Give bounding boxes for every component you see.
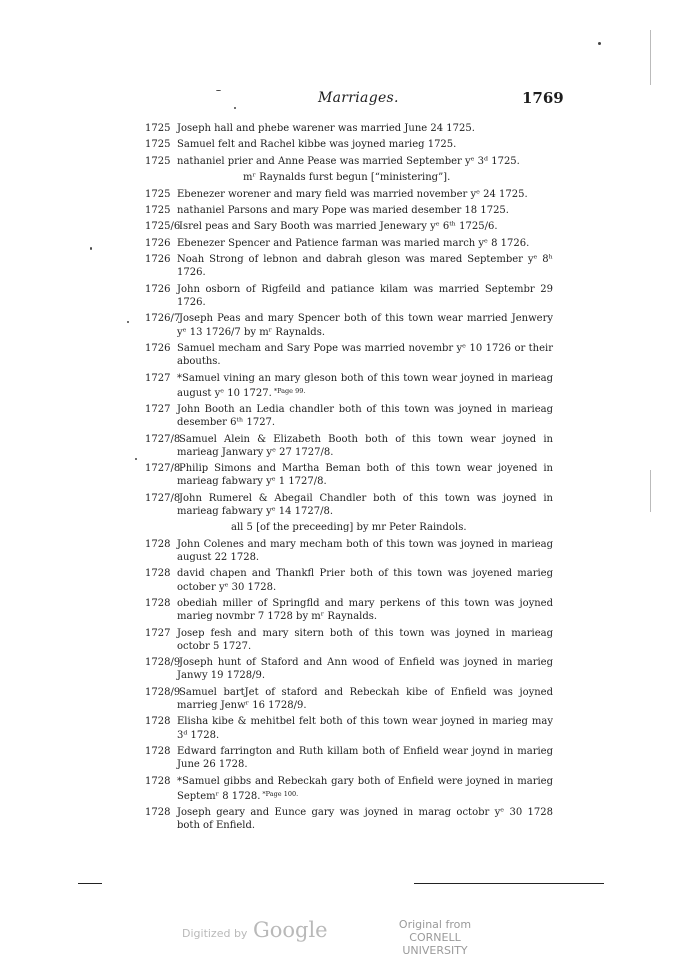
entry-text: Isrel peas and Sary Booth was married Jenewary yᵉ 6ᵗʰ 1725/6. <box>179 221 498 233</box>
entry-text: John Colenes and mary mecham both of this town was joyned in marieag august 22 1728. <box>177 538 553 564</box>
entry-year: 1726 <box>145 254 171 266</box>
page-footnote-marker: *Page 99. <box>273 386 306 395</box>
entry-year: 1726 <box>145 283 171 295</box>
entry-text: nathaniel prier and Anne Pease was married September yᵉ 3ᵈ 1725. <box>177 155 520 167</box>
marriage-entry <box>145 188 553 201</box>
original-source-watermark <box>380 918 490 957</box>
marriage-entry <box>145 155 553 168</box>
marriage-entry <box>145 204 553 217</box>
entry-year: 1727 <box>145 404 171 416</box>
entry-year: 1728 <box>145 716 171 728</box>
marriage-entry <box>145 220 553 233</box>
marriage-entry <box>145 597 553 623</box>
editorial-note: all 5 [of the preceeding] by mr Peter Raindols. <box>231 522 467 534</box>
entry-text: Josep fesh and mary sitern both of this town was joyned in marieag octobr 5 1727. <box>177 627 553 652</box>
entry-year: 1728/9 <box>145 657 181 669</box>
digitized-label: Digitized by <box>182 927 248 940</box>
entry-year: 1725 <box>145 123 171 134</box>
entry-text: *Samuel vining an mary gleson both of this town wear joyned in marieag august yᵉ 10 1727. <box>177 372 553 399</box>
entry-year: 1728 <box>145 775 171 787</box>
entry-year: 1725 <box>145 155 171 167</box>
entry-text: Joseph hunt of Staford and Ann wood of Enfield was joyned in marieg Janwy 19 1728/9. <box>177 657 553 682</box>
marriage-entry <box>145 312 553 338</box>
page-number: 1769 <box>522 89 564 107</box>
entry-year: 1728 <box>145 807 171 819</box>
entry-year: 1725 <box>145 188 171 200</box>
entry-text: *Samuel gibbs and Rebeckah gary both of Enfield were joyned in marieg Septemʳ 8 1728. <box>177 775 553 802</box>
entry-text: Noah Strong of lebnon and dabrah gleson was mared September yᵉ 8ʰ 1726. <box>177 254 553 279</box>
entry-year: 1728 <box>145 538 171 550</box>
page-footnote-marker: *Page 100. <box>262 789 299 798</box>
marriage-entry <box>145 627 553 653</box>
entry-year: 1726 <box>145 237 171 249</box>
marriage-entry <box>145 342 553 368</box>
entry-year: 1728 <box>145 598 171 610</box>
entry-year: 1727 <box>145 372 171 384</box>
institution-name: CORNELL UNIVERSITY <box>402 931 468 957</box>
marriage-entry <box>145 492 553 518</box>
entry-year: 1727/8 <box>145 463 181 475</box>
entry-text: John osborn of Rigfeild and patiance kilam was married Septembr 29 1726. <box>177 283 553 308</box>
entry-year: 1725 <box>145 204 171 216</box>
editorial-note: mʳ Raynalds furst begun [“ministering”]. <box>243 172 451 184</box>
entry-year: 1728 <box>145 746 171 758</box>
entry-year: 1725 <box>145 139 171 151</box>
digitized-by-google-watermark <box>182 918 328 942</box>
section-title: Marriages. <box>318 90 399 106</box>
entry-text: Samuel bartJet of staford and Rebeckah kibe of Enfield was joyned marrieg Jenwʳ 16 1728/9. <box>177 686 553 712</box>
entry-text: Samuel felt and Rachel kibbe was joyned marieg 1725. <box>177 139 457 151</box>
marriage-entry <box>145 567 553 593</box>
marriage-entry <box>145 138 553 151</box>
margin-speck <box>234 107 236 109</box>
entry-text: John Rumerel & Abegail Chandler both of this town was joyned in marieag fabwary yᵉ 14 1727/8. <box>177 492 553 518</box>
entry-text: david chapen and Thankfl Prier both of this town was joyened marieg october yᵉ 30 1728. <box>177 568 553 593</box>
marriage-entry <box>145 715 553 741</box>
entry-text: Joseph geary and Eunce gary was joyned in marag octobr yᵉ 30 1728 both of Enfield. <box>177 807 553 832</box>
entry-year: 1726/7 <box>145 313 181 325</box>
entry-text: Joseph Peas and mary Spencer both of this town wear married Jenwery yᵉ 13 1726/7 by mʳ Raynalds. <box>177 313 553 338</box>
marriage-entry <box>145 403 553 429</box>
marriage-entry <box>145 686 553 712</box>
margin-speck <box>127 321 129 323</box>
marriage-entry <box>145 775 553 803</box>
marriage-entry <box>145 745 553 771</box>
marriage-entry <box>145 538 553 564</box>
scan-edge-line <box>650 30 651 85</box>
entry-text: nathaniel Parsons and mary Pope was maried desember 18 1725. <box>177 204 509 216</box>
marriage-records-list <box>145 122 553 836</box>
marriage-entry <box>145 253 553 279</box>
entry-year: 1728/9 <box>145 686 181 698</box>
marriage-entry <box>145 462 553 488</box>
margin-speck <box>135 458 137 460</box>
marriage-entry <box>145 433 553 459</box>
marriage-entry <box>145 656 553 682</box>
entry-text: Ebenezer Spencer and Patience farman was maried march yᵉ 8 1726. <box>177 237 530 249</box>
marriage-entry <box>145 237 553 250</box>
entry-year: 1725/6 <box>145 221 181 233</box>
footer-rule-right <box>414 883 604 884</box>
entry-text: John Booth an Ledia chandler both of this town was joyned in marieag desember 6ᵗʰ 1727. <box>177 404 553 429</box>
marriage-entry <box>145 806 553 832</box>
marriage-entry <box>145 122 553 135</box>
entry-text: obediah miller of Springfld and mary perkens of this town was joyned marieg novmbr 7 1728 by mʳ Raynalds. <box>177 598 553 623</box>
entry-year: 1727/8 <box>145 433 181 445</box>
entry-text: Philip Simons and Martha Beman both of this town wear joyened in marieag fabwary yᵉ 1 1727/8. <box>177 463 553 488</box>
margin-speck <box>598 42 601 45</box>
entry-text: Ebenezer worener and mary field was married november yᵉ 24 1725. <box>177 188 528 200</box>
scan-edge-line <box>650 470 651 512</box>
margin-speck <box>90 247 92 250</box>
entry-year: 1727/8 <box>145 492 181 504</box>
entry-year: 1726 <box>145 342 171 354</box>
google-logo: Google <box>252 918 328 942</box>
entry-text: Edward farrington and Ruth killam both of Enfield wear joynd in marieg June 26 1728. <box>177 746 553 771</box>
entry-year: 1728 <box>145 568 171 580</box>
entry-text: Samuel mecham and Sary Pope was married novembr yᵉ 10 1726 or their abouths. <box>177 342 553 368</box>
entry-text: Elisha kibe & mehitbel felt both of this town wear joyned in marieg may 3ᵈ 1728. <box>177 716 553 741</box>
entry-year: 1727 <box>145 627 171 639</box>
marriage-entry <box>145 283 553 309</box>
original-from-label: Original from <box>398 918 472 931</box>
marriage-entry <box>145 372 553 400</box>
margin-speck <box>216 90 221 91</box>
entry-text: Samuel Alein & Elizabeth Booth both of this town wear joyned in marieag Janwary yᵉ 27 1727/8. <box>177 433 553 458</box>
footer-rule-left <box>78 883 102 884</box>
entry-text: Joseph hall and phebe warener was married June 24 1725. <box>177 123 475 134</box>
